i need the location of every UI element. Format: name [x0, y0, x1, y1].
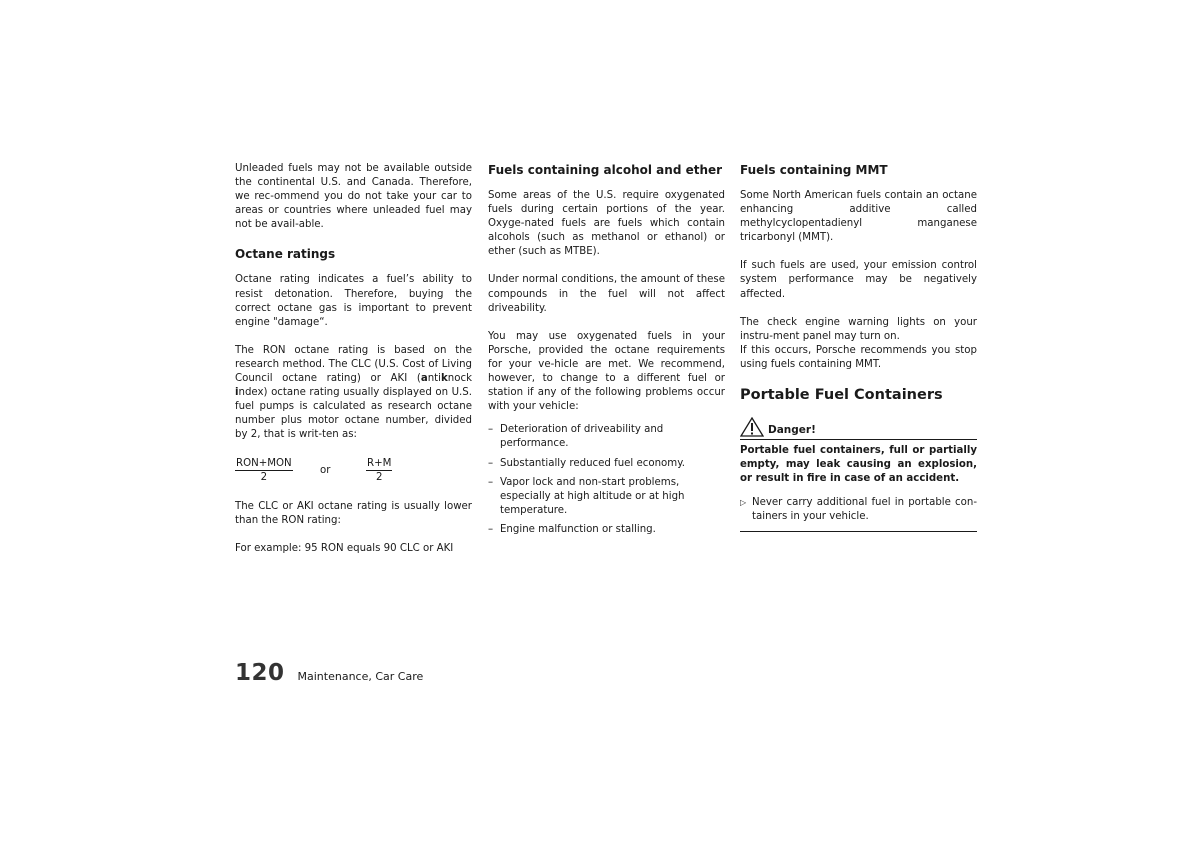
- octane-p2-text-nti: nti: [427, 373, 442, 385]
- portable-fuel-heading: Portable Fuel Containers: [740, 387, 943, 404]
- list-item: [488, 523, 725, 537]
- dash-marker: –: [488, 476, 494, 488]
- page-number: 120: [235, 660, 285, 686]
- octane-p2-text-nock: nock: [447, 373, 472, 385]
- arrow-right-icon: ▷: [740, 498, 747, 508]
- octane-p2-bold-a: a: [420, 373, 428, 385]
- octane-paragraph-3: The CLC or AKI octane rating is usually lower than the RON rating:: [235, 500, 472, 526]
- section-title: Maintenance, Car Care: [297, 670, 424, 683]
- formula-r-m-numerator: R+M: [367, 457, 392, 469]
- problem-list: [488, 423, 725, 537]
- danger-label: Danger!: [768, 424, 816, 437]
- octane-example: For example: 95 RON equals 90 CLC or AKI: [235, 542, 454, 554]
- alcohol-ether-heading: Fuels containing alcohol and ether: [488, 163, 723, 177]
- octane-p2-bold-k: k: [441, 373, 448, 385]
- mmt-paragraph-2: If such fuels are used, your emission control system performance may be negatively affected.: [740, 260, 977, 300]
- octane-ratings-heading: Octane ratings: [235, 247, 336, 262]
- formula-r-m-denominator: 2: [375, 471, 383, 483]
- dash-marker: –: [488, 523, 494, 535]
- mmt-heading: Fuels containing MMT: [740, 163, 888, 177]
- list-item-text: Vapor lock and non-start problems, especially at high altitude or at high temperature.: [500, 476, 685, 516]
- octane-p2-text-a: The RON octane rating is based on the research method. The CLC (U.S. Cost of Living Council octane rating) or AKI (: [235, 344, 472, 385]
- list-item-text: Engine malfunction or stalling.: [500, 523, 656, 535]
- instruction-item: [740, 496, 977, 524]
- formula-r-m: [366, 457, 392, 485]
- column-left: [235, 162, 472, 556]
- warning-triangle-icon: [740, 417, 764, 437]
- page-footer: [235, 660, 423, 686]
- dash-marker: –: [488, 424, 494, 436]
- dash-marker: –: [488, 457, 494, 469]
- mmt-paragraph-3b: If this occurs, Porsche recommends you stop using fuels containing MMT.: [740, 344, 977, 370]
- danger-text: Portable fuel containers, full or partially empty, may leak causing an explosion, or result in fire in case of an accident.: [740, 445, 977, 485]
- formula-ron-mon: [235, 457, 293, 485]
- octane-formula: [235, 457, 472, 487]
- list-item-text: Deterioration of driveability and performance.: [500, 424, 664, 450]
- octane-p2-bold-i: i: [235, 387, 239, 399]
- octane-p2-text-c: ndex) octane rating usually displayed on U.S. fuel pumps is calculated as research octane number plus motor octane number, divided by 2, that is writ-ten as:: [235, 387, 472, 441]
- list-item: [488, 476, 725, 518]
- formula-or: or: [320, 464, 331, 476]
- danger-bottom-divider: [740, 531, 977, 532]
- list-item-text: Substantially reduced fuel economy.: [500, 457, 686, 469]
- danger-divider: [740, 439, 977, 440]
- formula-ron-mon-numerator: RON+MON: [236, 457, 292, 469]
- alcohol-paragraph-2: Under normal conditions, the amount of these compounds in the fuel will not affect driveability.: [488, 274, 725, 314]
- instruction-text: Never carry additional fuel in portable con-tainers in your vehicle.: [752, 497, 977, 523]
- column-right: [740, 162, 977, 532]
- danger-header: [740, 417, 977, 437]
- mmt-paragraph-1: Some North American fuels contain an octane enhancing additive called methylcyclopentadienyl manganese tricarbonyl (MMT).: [740, 190, 977, 244]
- column-middle: [488, 162, 725, 542]
- alcohol-paragraph-3: You may use oxygenated fuels in your Porsche, provided the octane requirements for your ve-hicle are met. We recommend, however, to change to a different fuel or station if any of the following problems occur with your vehicle:: [488, 330, 725, 413]
- octane-paragraph-1: Octane rating indicates a fuel’s ability to resist detonation. Therefore, buying the correct octane gas is important to prevent engine "damage“.: [235, 274, 472, 328]
- list-item: [488, 423, 725, 451]
- formula-ron-mon-denominator: 2: [260, 471, 268, 483]
- intro-paragraph: Unleaded fuels may not be available outside the continental U.S. and Canada. Therefore, we rec-ommend you do not take your car to areas or countries where unleaded fuel may not be avail-able.: [235, 163, 472, 231]
- mmt-paragraph-3a: The check engine warning lights on your instru-ment panel may turn on.: [740, 316, 977, 342]
- octane-paragraph-2: [235, 344, 472, 443]
- list-item: [488, 457, 725, 471]
- alcohol-paragraph-1: Some areas of the U.S. require oxygenated fuels during certain portions of the year. Oxyge-nated fuels are fuels which contain alcohols (such as methanol or ethanol) or ether (such as MTBE).: [488, 190, 725, 258]
